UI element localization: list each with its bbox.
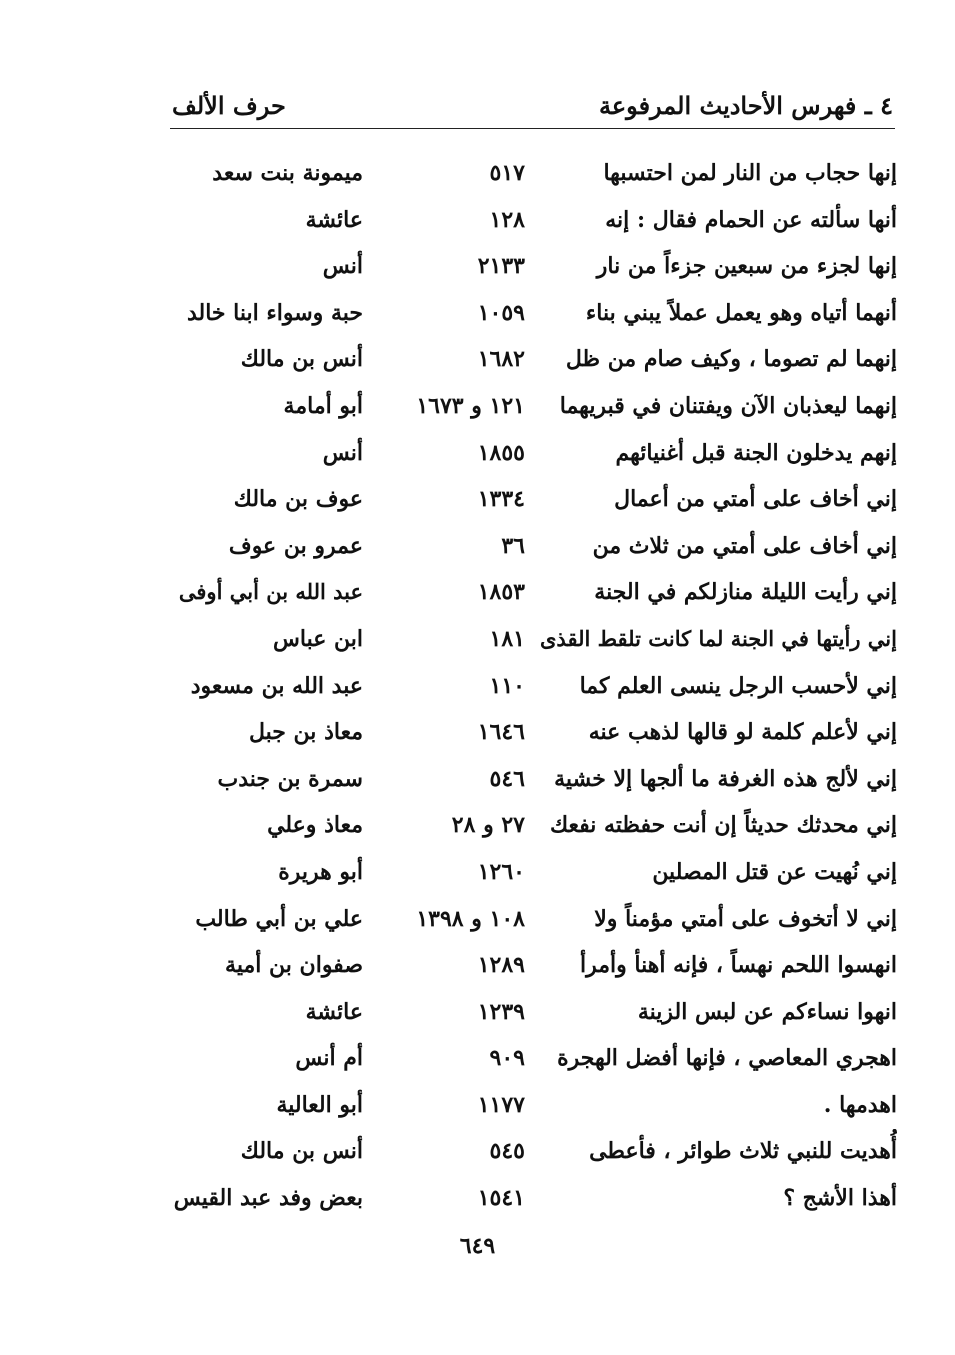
narrator-name: صفوان بن أمية: [225, 952, 363, 979]
narrator-name: علي بن أبي طالب: [195, 905, 363, 932]
index-row: [0, 943, 955, 990]
index-row: [0, 244, 955, 291]
hadith-opening-text: أهذا الأشج ؟: [783, 1185, 897, 1212]
hadith-number: ١٣٣٤: [477, 486, 525, 513]
hadith-opening-text: إني أخاف على أمتي من ثلاث من: [592, 532, 897, 559]
hadith-opening-text: إني رأيتها في الجنة لما كانت تلقط القذى: [540, 625, 897, 651]
hadith-opening-text: اهدمها .: [823, 1091, 897, 1118]
index-row: [0, 431, 955, 478]
narrator-name: أبو هريرة: [278, 858, 363, 885]
index-row: [0, 710, 955, 757]
narrator-name: أنس: [322, 439, 363, 466]
index-row: [0, 664, 955, 711]
hadith-opening-text: إني لأعلم كلمة لو قالها لذهب عنه: [588, 719, 897, 746]
narrator-name: معاذ وعلي: [267, 812, 363, 839]
narrator-name: سمرة بن جندب: [217, 765, 363, 792]
index-row: [0, 384, 955, 431]
index-row: [0, 757, 955, 804]
narrator-name: أبو العالية: [276, 1091, 363, 1118]
hadith-opening-text: انهسوا اللحم نهساً ، فإنه أهنأ وأمرأ: [579, 952, 897, 979]
narrator-name: أنس: [322, 253, 363, 280]
hadith-number: ١٢٦٠: [477, 858, 525, 885]
hadith-number: ١٨٥٥: [477, 439, 525, 466]
header-divider: [170, 128, 895, 129]
hadith-opening-text: إني لا أتخوف على أمتي مؤمناً ولا: [594, 905, 897, 932]
narrator-name: معاذ بن جبل: [249, 719, 363, 746]
hadith-number: ١٦٨٢: [477, 346, 525, 373]
hadith-number: ٣٦: [501, 532, 525, 559]
hadith-opening-text: إنها حجاب من النار لمن احتسبها: [603, 160, 897, 186]
hadith-number: ٢١٣٣: [477, 253, 525, 280]
hadith-number: ٥٤٦: [489, 765, 525, 792]
hadith-number: ١٨١: [489, 625, 525, 652]
narrator-name: أم أنس: [295, 1045, 363, 1072]
narrator-name: عبد الله بن أبي أوفى: [178, 579, 363, 605]
index-row: [0, 337, 955, 384]
narrator-name: أبو أمامة: [283, 392, 363, 419]
hadith-opening-text: اهجري المعاصي ، فإنها أفضل الهجرة: [557, 1045, 897, 1072]
hadith-opening-text: إنها لجزء من سبعين جزءاً من نار: [596, 253, 897, 280]
index-row: [0, 990, 955, 1037]
index-row: [0, 151, 955, 198]
hadith-number: ١٨٥٣: [477, 579, 525, 606]
hadith-opening-text: انهوا نساءكم عن لبس الزينة: [637, 998, 897, 1025]
narrator-name: عوف بن مالك: [233, 486, 363, 513]
hadith-number: ١٥٤١: [477, 1185, 525, 1212]
hadith-opening-text: إنهم يدخلون الجنة قبل أغنيائهم: [615, 439, 897, 466]
hadith-number: ٥٤٥: [489, 1138, 525, 1165]
hadith-opening-text: أُهديت للنبي ثلاث طوائر ، فأعطى: [589, 1138, 897, 1165]
hadith-opening-text: إنهما ليعذبان الآن ويفتنان في قبريهما: [559, 392, 897, 419]
hadith-number: ١٢٨٩: [477, 952, 525, 979]
index-row: [0, 570, 955, 617]
index-row: [0, 477, 955, 524]
index-row: [0, 850, 955, 897]
hadith-opening-text: إني نُهيت عن قتل المصلين: [652, 858, 897, 885]
index-row: [0, 198, 955, 245]
hadith-opening-text: إني محدثك حديثاً إن أنت حفظته نفعك: [549, 812, 897, 839]
page-number: ٦٤٩: [459, 1233, 496, 1259]
hadith-opening-text: أنها سألته عن الحمام فقال : إنه: [605, 206, 897, 233]
letter-title: حرف الألف: [172, 91, 286, 120]
hadith-number: ١٢١ و ١٦٧٣: [416, 392, 525, 419]
hadith-number: ٢٧ و ٢٨: [451, 812, 525, 839]
narrator-name: ميمونة بنت سعد: [212, 160, 363, 186]
index-row: [0, 1129, 955, 1176]
index-row: [0, 524, 955, 571]
narrator-name: ابن عباس: [273, 625, 363, 652]
hadith-opening-text: إني لأحسب الرجل ينسى العلم كما: [579, 672, 897, 699]
hadith-opening-text: إني رأيت الليلة منازلكم في الجنة: [594, 579, 897, 606]
narrator-name: عائشة: [305, 998, 363, 1025]
index-row: [0, 1176, 955, 1223]
hadith-number: ١٢٣٩: [477, 998, 525, 1025]
index-row: [0, 803, 955, 850]
hadith-index-list: [0, 151, 955, 1223]
hadith-number: ١١٧٧: [477, 1091, 525, 1118]
narrator-name: بعض وفد عبد القيس: [173, 1185, 363, 1212]
narrator-name: عبد الله بن مسعود: [190, 672, 363, 699]
narrator-name: أنس بن مالك: [240, 346, 363, 373]
hadith-number: ١٦٤٦: [477, 719, 525, 746]
narrator-name: عمرو بن عوف: [228, 532, 363, 559]
hadith-opening-text: إني لألج هذه الغرفة ما ألجها إلا خشية: [554, 765, 897, 792]
narrator-name: عائشة: [305, 206, 363, 233]
hadith-number: ١٢٨: [489, 206, 525, 233]
hadith-opening-text: أنهما أتياه وهو يعمل عملاً يبني بناء: [585, 299, 897, 326]
index-row: [0, 291, 955, 338]
hadith-number: ١١٠: [489, 672, 525, 699]
hadith-opening-text: إنهما لم تصوما ، وكيف صام من ظل: [565, 346, 897, 373]
index-row: [0, 897, 955, 944]
hadith-number: ٩٠٩: [489, 1045, 525, 1072]
hadith-number: ٥١٧: [489, 160, 525, 186]
hadith-opening-text: إني أخاف على أمتي من أعمال: [614, 486, 897, 513]
section-title: ٤ ـ فهرس الأحاديث المرفوعة: [598, 91, 893, 120]
index-row: [0, 1036, 955, 1083]
hadith-number: ١٠٥٩: [477, 299, 525, 326]
index-row: [0, 1083, 955, 1130]
narrator-name: حبة وسواء ابنا خالد: [186, 299, 363, 326]
index-row: [0, 617, 955, 664]
narrator-name: أنس بن مالك: [240, 1138, 363, 1165]
hadith-number: ١٠٨ و ١٣٩٨: [416, 905, 525, 932]
